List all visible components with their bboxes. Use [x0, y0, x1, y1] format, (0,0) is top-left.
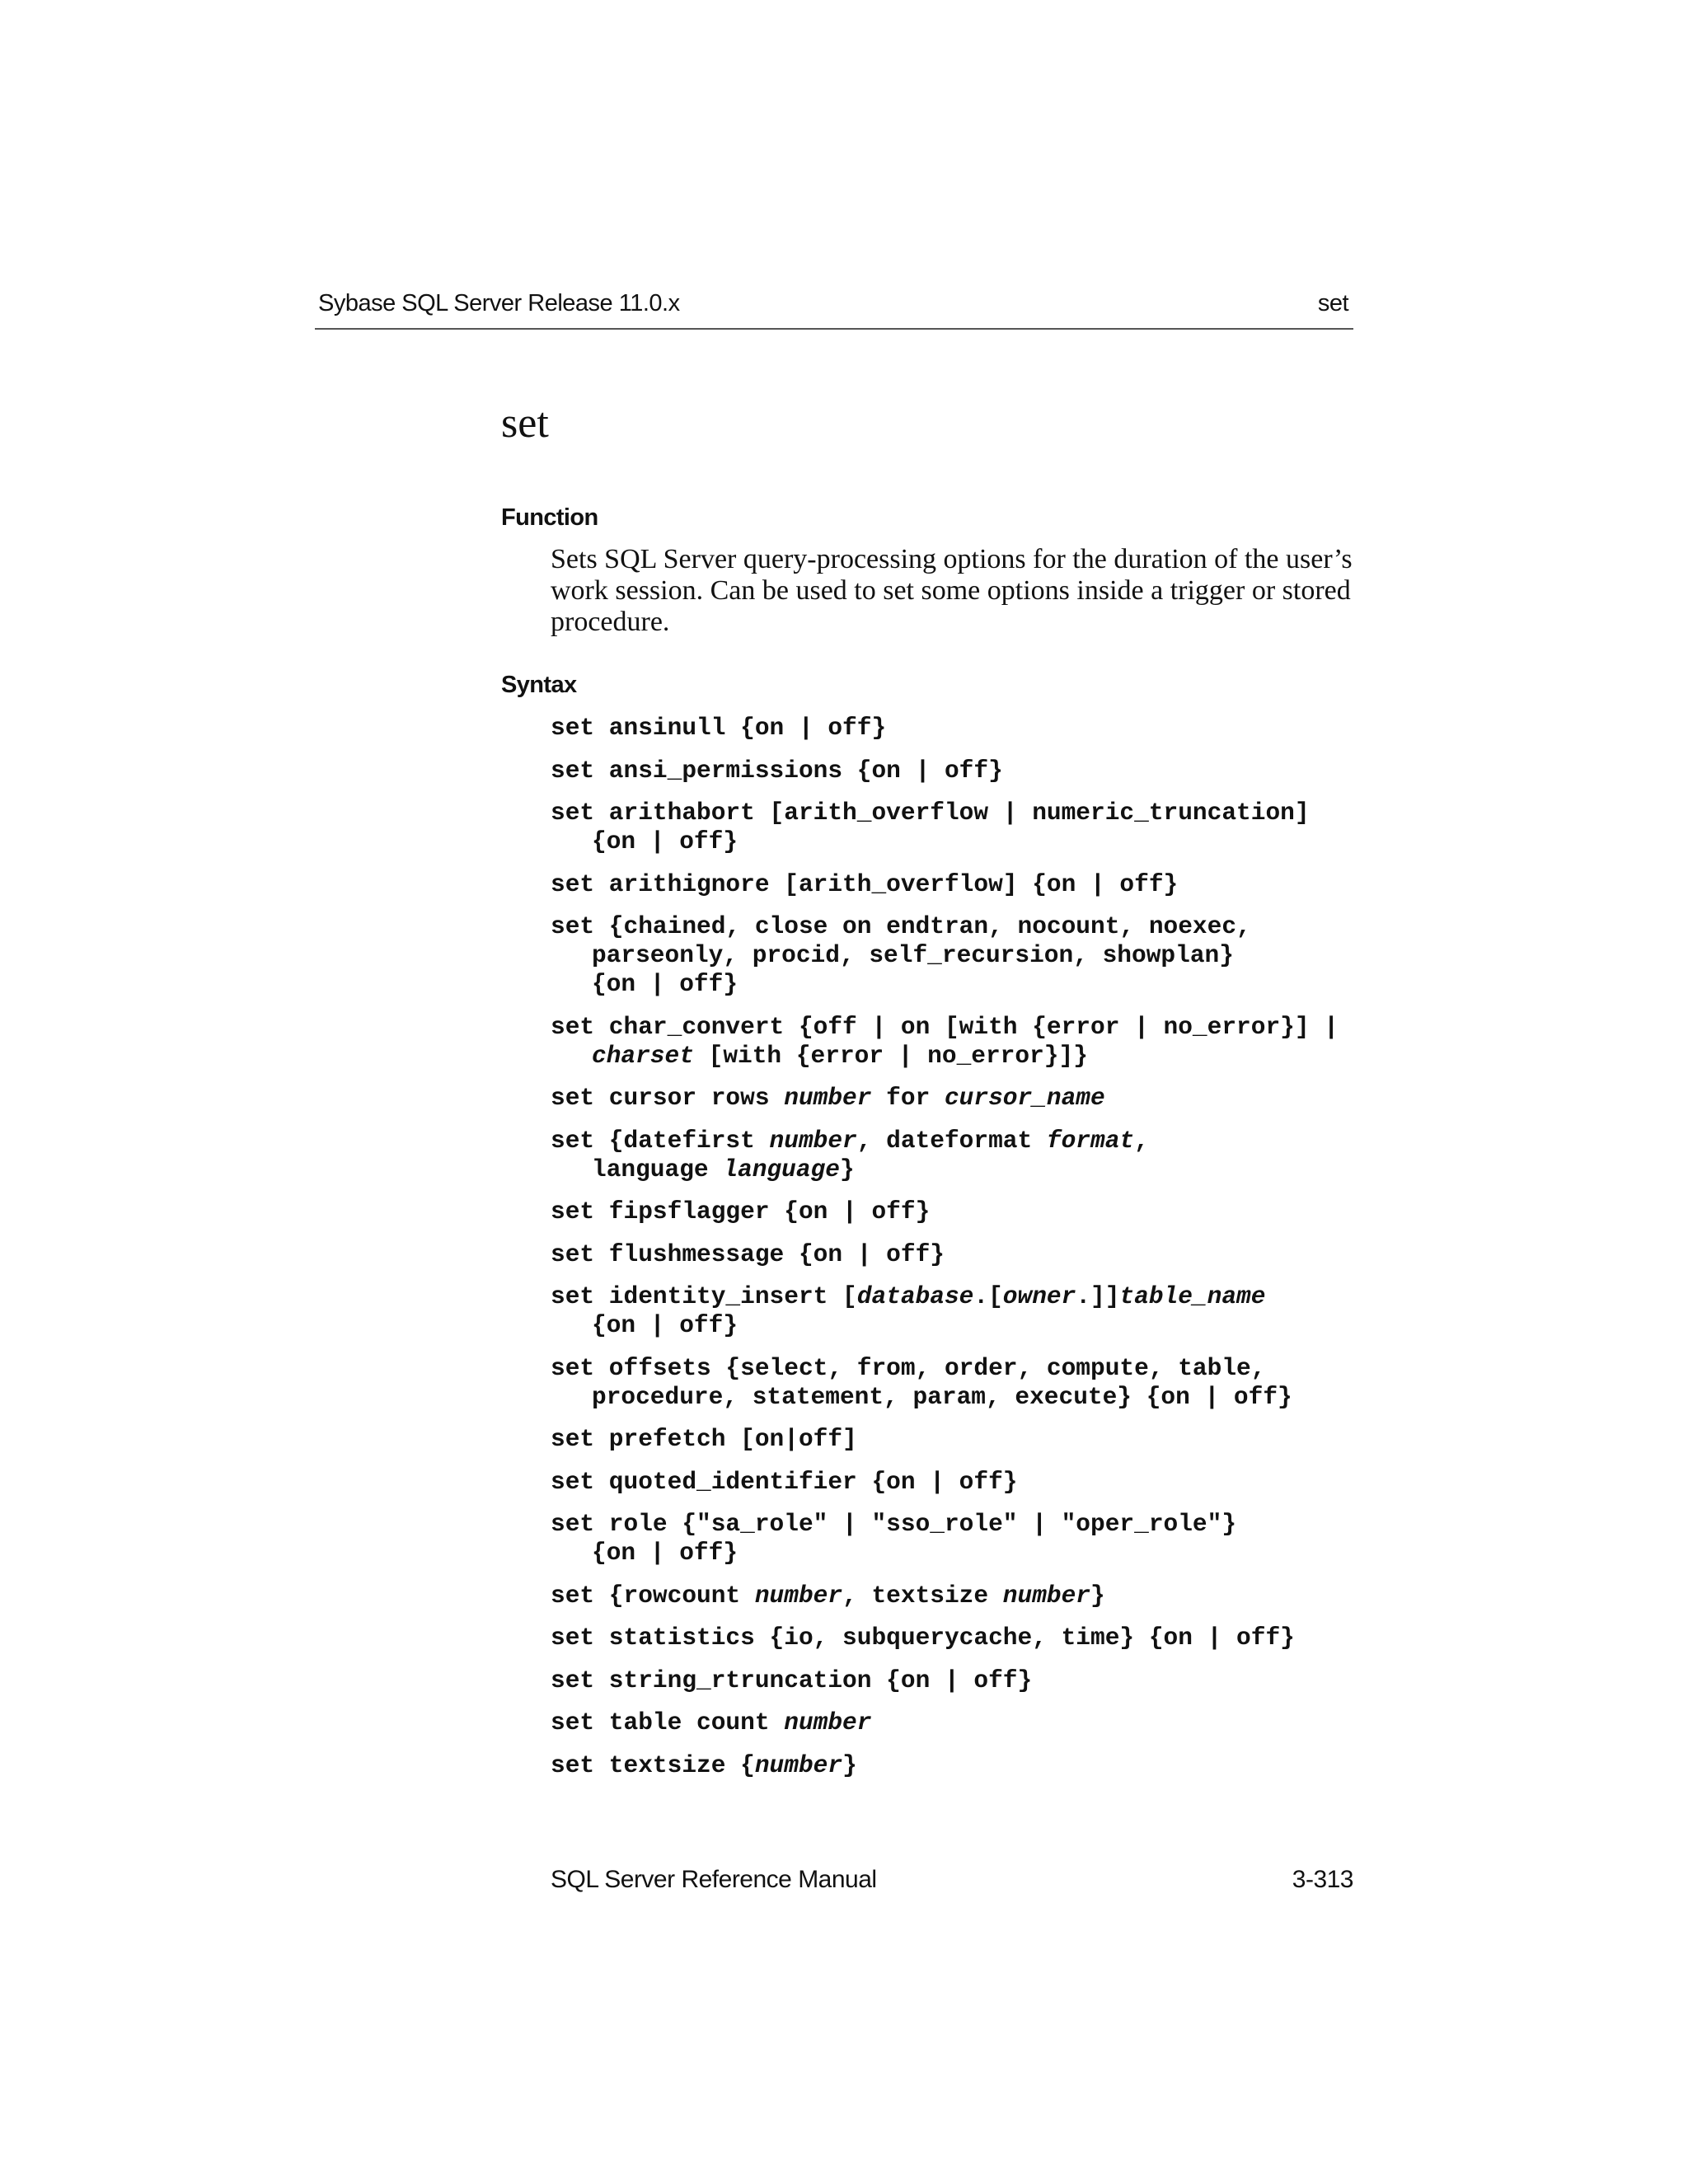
- syntax-line: [551, 1042, 1375, 1071]
- page-title: set: [501, 400, 549, 447]
- syntax-keyword-text: set {chained, close on endtran, nocount, noexec,: [551, 912, 1251, 940]
- syntax-entry: [551, 1013, 1375, 1071]
- syntax-line: [551, 1013, 1375, 1042]
- syntax-line: [551, 799, 1375, 827]
- syntax-line: [551, 1539, 1375, 1568]
- syntax-line: [551, 1468, 1375, 1497]
- syntax-keyword-text: set {datefirst: [551, 1126, 770, 1155]
- syntax-entry: [551, 1510, 1375, 1568]
- syntax-keyword-text: set table count: [551, 1708, 785, 1736]
- syntax-keyword-text: {on | off}: [592, 827, 738, 855]
- syntax-line: [551, 970, 1375, 999]
- syntax-entry: [551, 1282, 1375, 1340]
- syntax-keyword-text: for: [871, 1084, 945, 1112]
- syntax-entry: [551, 757, 1375, 785]
- syntax-keyword-text: set statistics {io, subquerycache, time} {on | off}: [551, 1624, 1295, 1652]
- syntax-keyword-text: , dateformat: [856, 1126, 1047, 1155]
- syntax-keyword-text: ,: [1134, 1126, 1149, 1155]
- syntax-keyword-text: set ansinull {on | off}: [551, 714, 887, 742]
- syntax-placeholder: number: [1002, 1581, 1091, 1610]
- syntax-line: [551, 1084, 1375, 1113]
- syntax-entry: [551, 1240, 1375, 1269]
- syntax-line: [551, 1354, 1375, 1383]
- syntax-keyword-text: set {rowcount: [551, 1581, 755, 1610]
- running-header: [315, 287, 1353, 330]
- syntax-line: [551, 1751, 1375, 1780]
- syntax-placeholder: table_name: [1119, 1282, 1266, 1310]
- syntax-keyword-text: {on | off}: [592, 1311, 738, 1339]
- syntax-line: [551, 1197, 1375, 1226]
- syntax-placeholder: number: [784, 1708, 872, 1736]
- syntax-line: [551, 1666, 1375, 1695]
- syntax-line: [551, 757, 1375, 785]
- syntax-placeholder: number: [769, 1126, 857, 1155]
- syntax-entry: [551, 1127, 1375, 1184]
- syntax-keyword-text: }: [842, 1750, 857, 1779]
- syntax-line: [551, 1240, 1375, 1269]
- syntax-line: [551, 912, 1375, 941]
- syntax-entry: [551, 1624, 1375, 1652]
- syntax-entry: [551, 1084, 1375, 1113]
- syntax-keyword-text: language: [592, 1155, 724, 1183]
- function-description: Sets SQL Server query-processing options for the duration of the user’s work session. Can be used to set some options inside a trigger or stored procedure.: [551, 544, 1353, 637]
- syntax-keyword-text: set offsets {select, from, order, compute, table,: [551, 1353, 1266, 1382]
- syntax-keyword-text: procedure, statement, param, execute} {on | off}: [592, 1382, 1292, 1411]
- syntax-entry: [551, 870, 1375, 899]
- running-footer: [551, 1866, 1353, 1899]
- syntax-keyword-text: .]]: [1076, 1282, 1120, 1310]
- syntax-keyword-text: .[: [973, 1282, 1003, 1310]
- syntax-keyword-text: [with {error | no_error}]}: [693, 1041, 1088, 1070]
- syntax-line: [551, 714, 1375, 743]
- syntax-line: [551, 1127, 1375, 1155]
- syntax-keyword-text: set textsize {: [551, 1750, 755, 1779]
- syntax-placeholder: number: [754, 1750, 843, 1779]
- syntax-entry: [551, 1468, 1375, 1497]
- syntax-heading: Syntax: [501, 672, 577, 698]
- syntax-entry: [551, 1582, 1375, 1610]
- syntax-line: [551, 1155, 1375, 1184]
- syntax-keyword-text: , textsize: [842, 1581, 1003, 1610]
- header-section: set: [1317, 290, 1348, 316]
- syntax-line: [551, 1624, 1375, 1652]
- syntax-line: [551, 827, 1375, 856]
- syntax-keyword-text: {on | off}: [592, 1539, 738, 1567]
- header-product: Sybase SQL Server Release 11.0.x: [318, 290, 680, 316]
- syntax-keyword-text: }: [839, 1155, 855, 1183]
- syntax-list: [551, 714, 1375, 1793]
- syntax-line: [551, 1282, 1375, 1311]
- syntax-line: [551, 1311, 1375, 1340]
- syntax-keyword-text: set arithabort [arith_overflow | numeric_truncation]: [551, 799, 1310, 827]
- syntax-line: [551, 1708, 1375, 1737]
- syntax-keyword-text: set string_rtruncation {on | off}: [551, 1666, 1033, 1694]
- syntax-entry: [551, 799, 1375, 856]
- syntax-placeholder: database: [856, 1282, 974, 1310]
- syntax-keyword-text: set quoted_identifier {on | off}: [551, 1467, 1018, 1496]
- syntax-line: [551, 1383, 1375, 1412]
- syntax-placeholder: number: [754, 1581, 843, 1610]
- syntax-keyword-text: set arithignore [arith_overflow] {on | off}: [551, 869, 1179, 898]
- syntax-line: [551, 1510, 1375, 1539]
- syntax-keyword-text: set char_convert {off | on [with {error | no_error}] |: [551, 1012, 1339, 1041]
- syntax-line: [551, 1425, 1375, 1454]
- syntax-entry: [551, 1425, 1375, 1454]
- syntax-placeholder: language: [723, 1155, 840, 1183]
- syntax-keyword-text: set ansi_permissions {on | off}: [551, 756, 1003, 785]
- syntax-keyword-text: set flushmessage {on | off}: [551, 1240, 945, 1268]
- footer-manual-title: SQL Server Reference Manual: [551, 1866, 877, 1893]
- syntax-entry: [551, 1354, 1375, 1412]
- syntax-keyword-text: set role {"sa_role" | "sso_role" | "oper_role"}: [551, 1510, 1237, 1538]
- syntax-placeholder: owner: [1002, 1282, 1076, 1310]
- syntax-entry: [551, 714, 1375, 743]
- syntax-keyword-text: set fipsflagger {on | off}: [551, 1197, 931, 1226]
- syntax-placeholder: charset: [592, 1041, 694, 1070]
- function-heading: Function: [501, 504, 598, 531]
- syntax-line: [551, 870, 1375, 899]
- syntax-keyword-text: parseonly, procid, self_recursion, showplan}: [592, 941, 1234, 969]
- syntax-keyword-text: {on | off}: [592, 970, 738, 998]
- syntax-placeholder: format: [1046, 1126, 1135, 1155]
- syntax-keyword-text: set cursor rows: [551, 1084, 785, 1112]
- syntax-keyword-text: set prefetch [on|off]: [551, 1425, 857, 1453]
- syntax-placeholder: cursor_name: [944, 1084, 1105, 1112]
- syntax-entry: [551, 1751, 1375, 1780]
- syntax-placeholder: number: [784, 1084, 872, 1112]
- footer-page-number: 3-313: [1292, 1866, 1353, 1893]
- syntax-line: [551, 1582, 1375, 1610]
- syntax-entry: [551, 912, 1375, 999]
- syntax-keyword-text: }: [1090, 1581, 1105, 1610]
- syntax-entry: [551, 1666, 1375, 1695]
- syntax-entry: [551, 1708, 1375, 1737]
- syntax-entry: [551, 1197, 1375, 1226]
- syntax-line: [551, 941, 1375, 970]
- syntax-keyword-text: set identity_insert [: [551, 1282, 857, 1310]
